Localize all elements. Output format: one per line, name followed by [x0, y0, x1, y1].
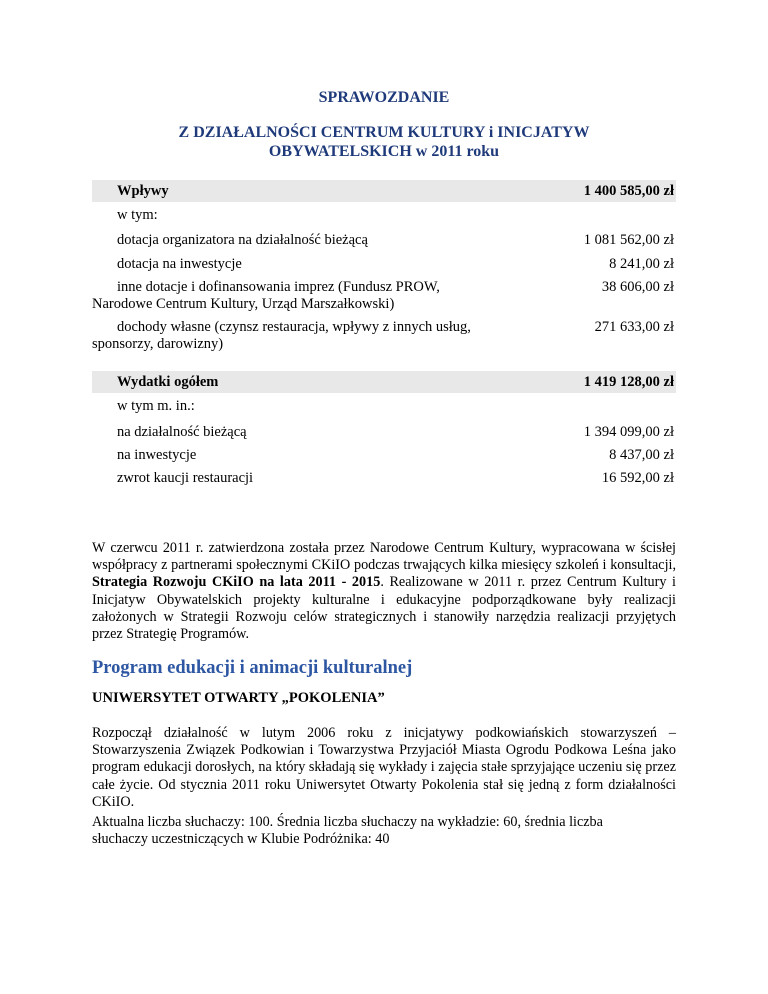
- income-item-amount: 1 081 562,00 zł: [583, 232, 674, 248]
- strategy-title: Strategia Rozwoju CKiIO na lata 2011 - 2015: [92, 574, 381, 591]
- income-item-label: dotacja na inwestycje: [117, 256, 242, 272]
- expense-item-label: na inwestycje: [117, 447, 197, 463]
- report-subtitle-line2: OBYWATELSKICH w 2011 roku: [268, 143, 500, 160]
- income-total: 1 400 585,00 zł: [583, 183, 674, 199]
- expenses-total: 1 419 128,00 zł: [583, 374, 674, 390]
- program-subheading: UNIWERSYTET OTWARTY „POKOLENIA”: [92, 690, 385, 706]
- expenses-label: Wydatki ogółem: [117, 374, 219, 390]
- program-heading: Program edukacji i animacji kulturalnej: [92, 658, 413, 678]
- income-item-label: dochody własne (czynsz restauracja, wpływy z innych usług,: [117, 319, 471, 335]
- strategy-text-part2: . Realizowane w 2011 r. przez Centrum Kultury i Inicjatyw Obywatelskich projekty kulturalne i edukacyjne podporządkowane były realizacji założonych w Strategii Rozwoju celów strategicznych i stanowiły narzędzia realizacji przyjętych przez Strategię Programów.: [92, 574, 676, 643]
- income-item-label-cont: Narodowe Centrum Kultury, Urząd Marszałkowski): [92, 296, 395, 312]
- expense-item-amount: 16 592,00 zł: [601, 470, 674, 486]
- expense-item-label: zwrot kaucji restauracji: [117, 470, 254, 486]
- income-item-amount: 271 633,00 zł: [594, 319, 674, 335]
- expenses-including: w tym m. in.:: [117, 398, 195, 414]
- income-item-label: inne dotacje i dofinansowania imprez (Fundusz PROW,: [117, 279, 440, 295]
- program-stats-line1: Aktualna liczba słuchaczy: 100. Średnia liczba słuchaczy na wykładzie: 60, średnia liczba: [92, 814, 603, 830]
- expense-item-amount: 1 394 099,00 zł: [583, 424, 674, 440]
- expense-item-amount: 8 437,00 zł: [609, 447, 674, 463]
- report-title: SPRAWOZDANIE: [318, 89, 450, 106]
- program-paragraph-text: Rozpoczął działalność w lutym 2006 roku z inicjatywy podkowiańskich stowarzyszeń – Stowarzyszenia Związek Podkowian i Towarzystwa Przyjaciół Miasta Ogrodu Podkowa Leśna jako program edukacji dorosłych, na który składają się wykłady i zajęcia stałe sprzyjające uczeniu się przez całe życie. Od stycznia 2011 roku Uniwersytet Otwarty Pokolenia stał się jedną z form działalności CKiIO.: [92, 725, 676, 810]
- report-subtitle-line1: Z DZIAŁALNOŚCI CENTRUM KULTURY i INICJATYW: [178, 124, 590, 141]
- income-including: w tym:: [117, 207, 158, 223]
- strategy-paragraph: [92, 540, 676, 643]
- expense-item-label: na działalność bieżącą: [117, 424, 247, 440]
- income-label: Wpływy: [117, 183, 169, 199]
- income-item-amount: 38 606,00 zł: [601, 279, 674, 295]
- program-stats-line2: słuchaczy uczestniczących w Klubie Podróżnika: 40: [92, 831, 390, 847]
- program-paragraph: [92, 725, 676, 811]
- strategy-text-part1: W czerwcu 2011 r. zatwierdzona została przez Narodowe Centrum Kultury, wypracowana w ścisłej współpracy z partnerami społecznymi CKiIO podczas trwających kilka miesięcy szkoleń i konsultacji,: [92, 540, 676, 574]
- income-item-label-cont: sponsorzy, darowizny): [92, 336, 224, 352]
- income-item-amount: 8 241,00 zł: [609, 256, 674, 272]
- income-item-label: dotacja organizatora na działalność bieżącą: [117, 232, 368, 248]
